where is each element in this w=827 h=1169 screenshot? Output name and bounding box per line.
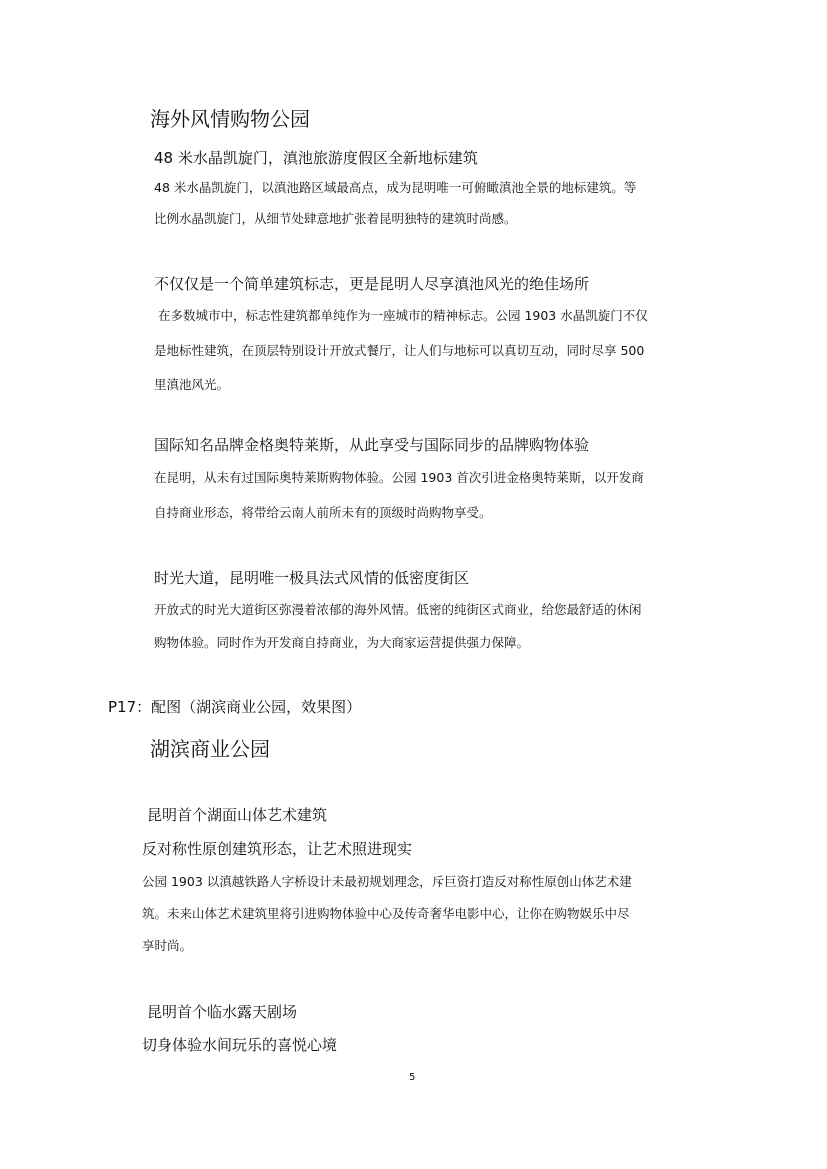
paragraph-line: 48 米水晶凯旋门，以滇池路区域最高点，成为昆明唯一可俯瞰滇池全景的地标建筑。等: [154, 180, 637, 195]
heading-lake-mountain-art: 昆明首个湖面山体艺术建筑: [147, 806, 328, 824]
heading-crystal-arch: 48 米水晶凯旋门，滇池旅游度假区全新地标建筑: [154, 149, 478, 167]
heading-outlets: 国际知名品牌金格奥特莱斯，从此享受与国际同步的品牌购物体验: [154, 436, 590, 454]
paragraph-line: 享时尚。: [142, 938, 193, 953]
paragraph-line: 自持商业形态，将带给云南人前所未有的顶级时尚购物享受。: [154, 505, 492, 520]
paragraph-line: 开放式的时光大道街区弥漫着浓郁的海外风情。低密的纯街区式商业，给您最舒适的休闲: [154, 602, 642, 617]
paragraph-line: 在昆明，从未有过国际奥特莱斯购物体验。公园 1903 首次引进金格奥特莱斯，以开发商: [154, 470, 644, 485]
paragraph-line: 比例水晶凯旋门，从细节处肆意地扩张着昆明独特的建筑时尚感。: [154, 211, 517, 226]
section-title-lakeside-park: 湖滨商业公园: [150, 737, 270, 761]
paragraph-line: 里滇池风光。: [154, 377, 230, 392]
heading-landmark-scenery: 不仅仅是一个简单建筑标志，更是昆明人尽享滇池风光的绝佳场所: [154, 275, 590, 293]
page-number: 5: [409, 1072, 416, 1083]
paragraph-line: 在多数城市中，标志性建筑都单纯作为一座城市的精神标志。公园 1903 水晶凯旋门不仅: [154, 308, 648, 323]
heading-antisymmetric: 反对称性原创建筑形态，让艺术照进现实: [142, 840, 413, 858]
paragraph-line: 筑。未来山体艺术建筑里将引进购物体验中心及传奇奢华电影中心，让你在购物娱乐中尽: [142, 906, 630, 921]
section-title-overseas-park: 海外风情购物公园: [150, 107, 310, 131]
heading-time-avenue: 时光大道，昆明唯一极具法式风情的低密度街区: [154, 569, 470, 587]
paragraph-line: 购物体验。同时作为开发商自持商业，为大商家运营提供强力保障。: [154, 635, 530, 650]
paragraph-line: 公园 1903 以滇越铁路人字桥设计未最初规划理念，斥巨资打造反对称性原创山体艺术建: [142, 874, 632, 889]
paragraph-line: 是地标性建筑，在顶层特别设计开放式餐厅，让人们与地标可以真切互动，同时尽享 500: [154, 343, 645, 358]
heading-water-play: 切身体验水间玩乐的喜悦心境: [142, 1036, 338, 1054]
figure-note-p17: P17：配图（湖滨商业公园，效果图）: [108, 698, 362, 716]
heading-open-air-theater: 昆明首个临水露天剧场: [147, 1003, 298, 1021]
